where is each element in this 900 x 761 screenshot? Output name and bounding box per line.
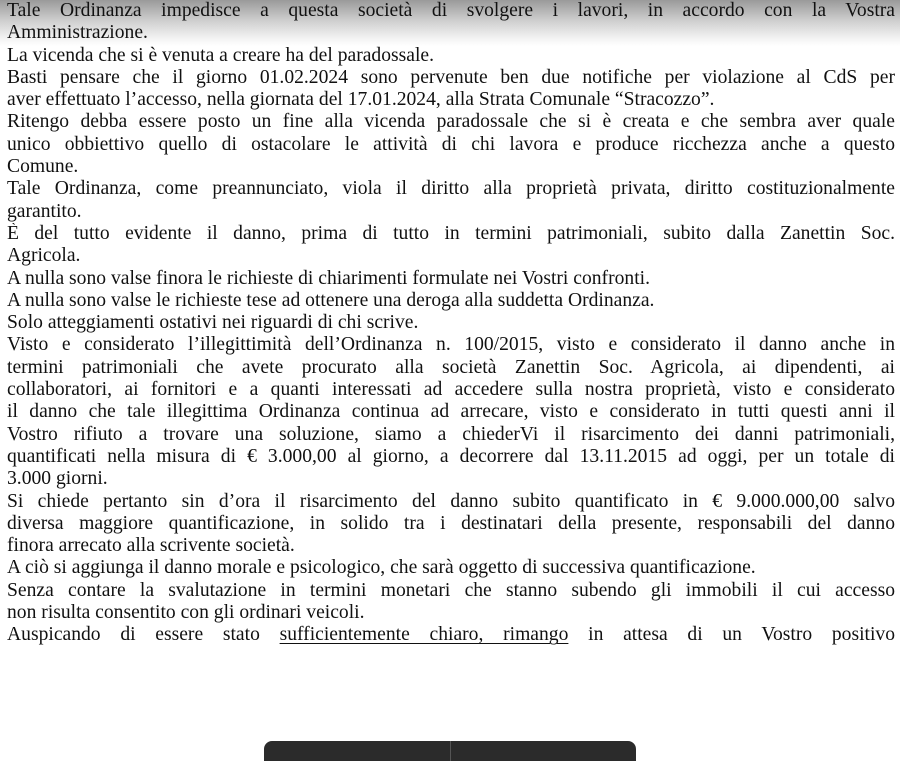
text-line: unico obbiettivo quello di ostacolare le attività di chi lavora e produce ricchezza anche a questo bbox=[7, 133, 895, 155]
text-line: A ciò si aggiunga il danno morale e psicologico, che sarà oggetto di successiva quantificazione. bbox=[7, 557, 756, 579]
text-line: quantificati nella misura di € 3.000,00 al giorno, a decorrere dal 13.11.2015 ad oggi, per un totale di bbox=[7, 445, 895, 467]
text-line: La vicenda che si è venuta a creare ha del paradossale. bbox=[7, 44, 435, 66]
text-fragment: in attesa di un Vostro positivo bbox=[568, 624, 895, 646]
toolbar-button[interactable] bbox=[264, 741, 451, 761]
text-line: Tale Ordinanza, come preannunciato, viola il diritto alla proprietà privata, diritto costituzionalmente bbox=[7, 178, 895, 200]
text-line: È del tutto evidente il danno, prima di tutto in termini patrimoniali, subito dalla Zanettin Soc. bbox=[7, 222, 895, 244]
text-line: Visto e considerato l’illegittimità dell’Ordinanza n. 100/2015, visto e considerato il danno anche in bbox=[7, 334, 895, 356]
text-line: Ritengo debba essere posto un fine alla vicenda paradossale che si è creata e che sembra aver quale bbox=[7, 111, 895, 133]
text-line-final bbox=[7, 624, 895, 646]
document-page bbox=[7, 0, 895, 647]
text-line: A nulla sono valse finora le richieste di chiarimenti formulate nei Vostri confronti. bbox=[7, 267, 650, 289]
text-line: Basti pensare che il giorno 01.02.2024 sono pervenute ben due notifiche per violazione al CdS per bbox=[7, 66, 895, 88]
text-line: Si chiede pertanto sin d’ora il risarcimento del danno subito quantificato in € 9.000.000,00 salvo bbox=[7, 490, 895, 512]
text-line: Solo atteggiamenti ostativi nei riguardi di chi scrive. bbox=[7, 312, 419, 334]
viewer-toolbar[interactable] bbox=[264, 741, 636, 761]
text-line: 3.000 giorni. bbox=[7, 468, 108, 490]
text-line: Comune. bbox=[7, 156, 79, 178]
text-line: il danno che tale illegittima Ordinanza continua ad arrecare, visto e considerato in tutti questi anni il bbox=[7, 401, 895, 423]
toolbar-button[interactable] bbox=[451, 741, 637, 761]
text-line: Tale Ordinanza impedisce a questa società di svolgere i lavori, in accordo con la Vostra bbox=[7, 0, 895, 21]
text-line: diversa maggiore quantificazione, in solido tra i destinatari della presente, responsabili del danno bbox=[7, 512, 895, 534]
text-line: Vostro rifiuto a trovare una soluzione, siamo a chiederVi il risarcimento dei danni patrimoniali, bbox=[7, 423, 895, 445]
text-line: Agricola. bbox=[7, 245, 81, 267]
text-line: non risulta consentito con gli ordinari veicoli. bbox=[7, 602, 365, 624]
text-line: A nulla sono valse le richieste tese ad ottenere una deroga alla suddetta Ordinanza. bbox=[7, 289, 655, 311]
text-line: Amministrazione. bbox=[7, 22, 148, 44]
text-line: termini patrimoniali che avete procurato alla società Zanettin Soc. Agricola, ai dipendenti, ai bbox=[7, 356, 895, 378]
text-line: garantito. bbox=[7, 200, 82, 222]
text-fragment: Auspicando di essere stato bbox=[7, 624, 280, 646]
text-line: finora arrecato alla scrivente società. bbox=[7, 535, 295, 557]
text-line: aver effettuato l’accesso, nella giornata del 17.01.2024, alla Strata Comunale “Stracozzo”. bbox=[7, 89, 715, 111]
text-line: Senza contare la svalutazione in termini monetari che stanno subendo gli immobili il cui accesso bbox=[7, 579, 895, 601]
text-line: collaboratori, ai fornitori e a quanti interessati ad accedere sulla nostra proprietà, visto e considerato bbox=[7, 379, 895, 401]
underlined-text: sufficientemente chiaro, rimango bbox=[279, 624, 569, 646]
